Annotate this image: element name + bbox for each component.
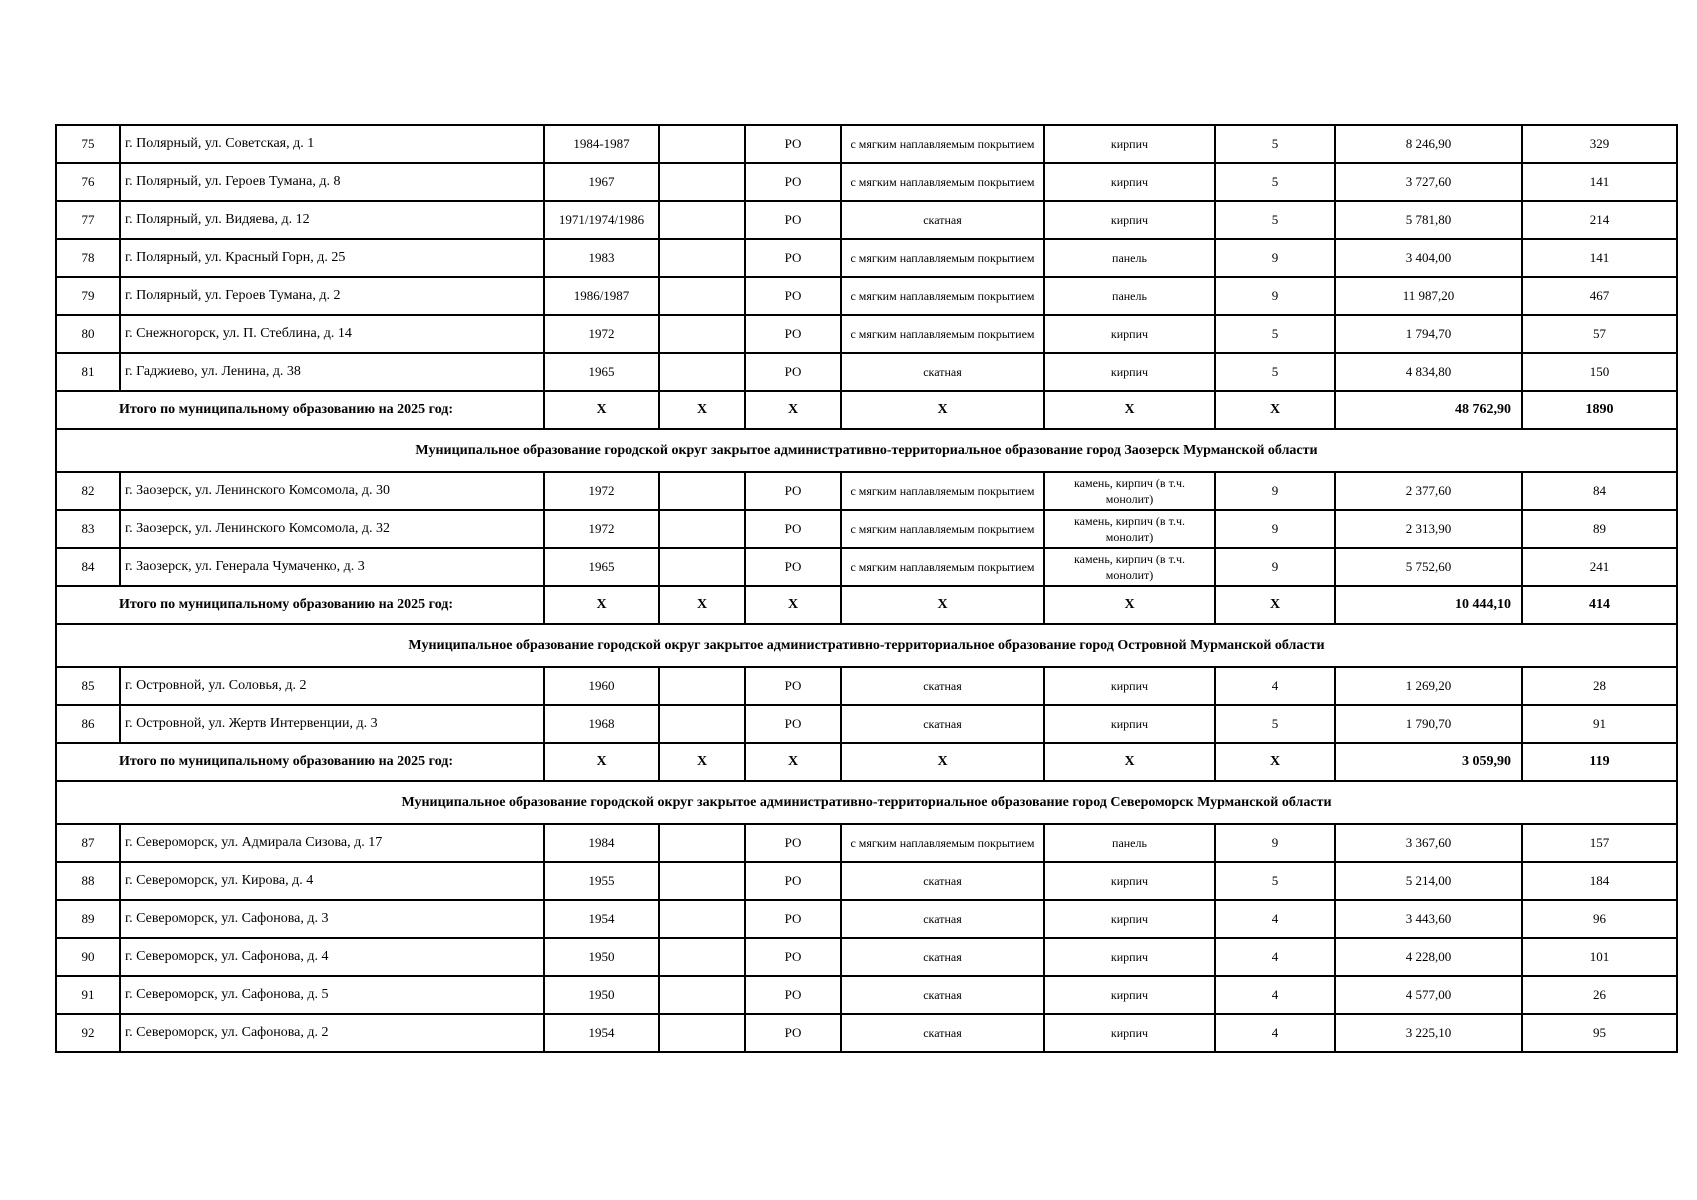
total-area: 10 444,10 bbox=[1335, 586, 1522, 624]
row-residents: 89 bbox=[1522, 510, 1677, 548]
row-floors: 4 bbox=[1215, 1014, 1335, 1052]
section-header-row bbox=[56, 429, 1677, 472]
row-residents: 467 bbox=[1522, 277, 1677, 315]
row-address: г. Североморск, ул. Сафонова, д. 3 bbox=[120, 900, 544, 938]
row-years: 1965 bbox=[544, 353, 659, 391]
row-code: РО bbox=[745, 353, 841, 391]
row-area: 4 834,80 bbox=[1335, 353, 1522, 391]
row-address: г. Заозерск, ул. Ленинского Комсомола, д. 30 bbox=[120, 472, 544, 510]
row-roof: скатная bbox=[841, 938, 1044, 976]
row-address: г. Полярный, ул. Красный Горн, д. 25 bbox=[120, 239, 544, 277]
row-address: г. Заозерск, ул. Ленинского Комсомола, д. 32 bbox=[120, 510, 544, 548]
row-roof: с мягким наплавляемым покрытием bbox=[841, 163, 1044, 201]
section-header: Муниципальное образование городской округ закрытое административно-территориальное образование город Североморск Мурманской области bbox=[56, 781, 1677, 824]
total-x-mark: X bbox=[841, 586, 1044, 624]
row-roof: с мягким наплавляемым покрытием bbox=[841, 548, 1044, 586]
row-address: г. Полярный, ул. Героев Тумана, д. 8 bbox=[120, 163, 544, 201]
row-area: 2 377,60 bbox=[1335, 472, 1522, 510]
row-years: 1965 bbox=[544, 548, 659, 586]
row-floors: 4 bbox=[1215, 938, 1335, 976]
row-address: г. Североморск, ул. Адмирала Сизова, д. 17 bbox=[120, 824, 544, 862]
row-roof: с мягким наплавляемым покрытием bbox=[841, 277, 1044, 315]
row-residents: 91 bbox=[1522, 705, 1677, 743]
row-wall: камень, кирпич (в т.ч. монолит) bbox=[1044, 548, 1215, 586]
row-number: 78 bbox=[56, 239, 120, 277]
row-years: 1972 bbox=[544, 510, 659, 548]
row-number: 84 bbox=[56, 548, 120, 586]
row-number: 75 bbox=[56, 125, 120, 163]
row-area: 2 313,90 bbox=[1335, 510, 1522, 548]
row-blank bbox=[659, 1014, 745, 1052]
row-area: 4 577,00 bbox=[1335, 976, 1522, 1014]
row-blank bbox=[659, 548, 745, 586]
total-residents: 1890 bbox=[1522, 391, 1677, 429]
total-row bbox=[56, 586, 1677, 624]
table-row bbox=[56, 510, 1677, 548]
row-number: 85 bbox=[56, 667, 120, 705]
row-blank bbox=[659, 824, 745, 862]
row-floors: 9 bbox=[1215, 824, 1335, 862]
row-wall: кирпич bbox=[1044, 900, 1215, 938]
row-floors: 9 bbox=[1215, 239, 1335, 277]
row-code: РО bbox=[745, 548, 841, 586]
row-residents: 214 bbox=[1522, 201, 1677, 239]
row-code: РО bbox=[745, 472, 841, 510]
row-years: 1950 bbox=[544, 938, 659, 976]
section-header-row bbox=[56, 781, 1677, 824]
row-code: РО bbox=[745, 125, 841, 163]
table-row bbox=[56, 862, 1677, 900]
row-number: 79 bbox=[56, 277, 120, 315]
row-address: г. Островной, ул. Жертв Интервенции, д. 3 bbox=[120, 705, 544, 743]
row-floors: 4 bbox=[1215, 900, 1335, 938]
row-area: 3 404,00 bbox=[1335, 239, 1522, 277]
row-years: 1968 bbox=[544, 705, 659, 743]
total-row bbox=[56, 391, 1677, 429]
row-floors: 5 bbox=[1215, 862, 1335, 900]
row-blank bbox=[659, 667, 745, 705]
row-residents: 57 bbox=[1522, 315, 1677, 353]
total-x-mark: X bbox=[544, 391, 659, 429]
row-residents: 95 bbox=[1522, 1014, 1677, 1052]
row-number: 83 bbox=[56, 510, 120, 548]
row-code: РО bbox=[745, 163, 841, 201]
row-years: 1986/1987 bbox=[544, 277, 659, 315]
row-code: РО bbox=[745, 277, 841, 315]
table-row bbox=[56, 201, 1677, 239]
table-row bbox=[56, 125, 1677, 163]
table-row bbox=[56, 667, 1677, 705]
table-row bbox=[56, 353, 1677, 391]
row-floors: 9 bbox=[1215, 510, 1335, 548]
row-roof: скатная bbox=[841, 201, 1044, 239]
row-years: 1954 bbox=[544, 900, 659, 938]
total-x-mark: X bbox=[659, 391, 745, 429]
row-area: 1 790,70 bbox=[1335, 705, 1522, 743]
row-area: 3 727,60 bbox=[1335, 163, 1522, 201]
row-number: 80 bbox=[56, 315, 120, 353]
row-roof: скатная bbox=[841, 667, 1044, 705]
row-number: 82 bbox=[56, 472, 120, 510]
total-label: Итого по муниципальному образованию на 2025 год: bbox=[56, 391, 544, 429]
row-floors: 9 bbox=[1215, 548, 1335, 586]
total-x-mark: X bbox=[745, 391, 841, 429]
row-floors: 5 bbox=[1215, 315, 1335, 353]
table-row bbox=[56, 315, 1677, 353]
row-blank bbox=[659, 938, 745, 976]
row-code: РО bbox=[745, 1014, 841, 1052]
row-wall: кирпич bbox=[1044, 667, 1215, 705]
row-code: РО bbox=[745, 315, 841, 353]
housing-table bbox=[55, 124, 1678, 1053]
table-row bbox=[56, 824, 1677, 862]
row-roof: скатная bbox=[841, 976, 1044, 1014]
row-wall: кирпич bbox=[1044, 705, 1215, 743]
row-floors: 5 bbox=[1215, 201, 1335, 239]
row-blank bbox=[659, 353, 745, 391]
row-code: РО bbox=[745, 976, 841, 1014]
row-number: 92 bbox=[56, 1014, 120, 1052]
row-number: 90 bbox=[56, 938, 120, 976]
table-row bbox=[56, 472, 1677, 510]
row-code: РО bbox=[745, 862, 841, 900]
table-row bbox=[56, 900, 1677, 938]
total-x-mark: X bbox=[659, 743, 745, 781]
section-header: Муниципальное образование городской округ закрытое административно-территориальное образование город Заозерск Мурманской области bbox=[56, 429, 1677, 472]
row-wall: панель bbox=[1044, 239, 1215, 277]
row-code: РО bbox=[745, 938, 841, 976]
row-number: 91 bbox=[56, 976, 120, 1014]
row-wall: кирпич bbox=[1044, 201, 1215, 239]
row-wall: кирпич bbox=[1044, 976, 1215, 1014]
row-floors: 5 bbox=[1215, 163, 1335, 201]
row-floors: 5 bbox=[1215, 353, 1335, 391]
row-number: 76 bbox=[56, 163, 120, 201]
row-number: 81 bbox=[56, 353, 120, 391]
total-x-mark: X bbox=[659, 586, 745, 624]
row-wall: кирпич bbox=[1044, 125, 1215, 163]
row-blank bbox=[659, 201, 745, 239]
row-wall: панель bbox=[1044, 824, 1215, 862]
row-floors: 9 bbox=[1215, 277, 1335, 315]
row-years: 1984 bbox=[544, 824, 659, 862]
row-area: 1 794,70 bbox=[1335, 315, 1522, 353]
total-x-mark: X bbox=[1215, 391, 1335, 429]
row-code: РО bbox=[745, 900, 841, 938]
row-roof: с мягким наплавляемым покрытием bbox=[841, 824, 1044, 862]
row-roof: с мягким наплавляемым покрытием bbox=[841, 472, 1044, 510]
row-address: г. Североморск, ул. Кирова, д. 4 bbox=[120, 862, 544, 900]
total-x-mark: X bbox=[544, 586, 659, 624]
row-blank bbox=[659, 900, 745, 938]
row-blank bbox=[659, 705, 745, 743]
row-residents: 329 bbox=[1522, 125, 1677, 163]
table-row bbox=[56, 163, 1677, 201]
row-wall: панель bbox=[1044, 277, 1215, 315]
row-area: 1 269,20 bbox=[1335, 667, 1522, 705]
row-years: 1954 bbox=[544, 1014, 659, 1052]
row-years: 1971/1974/1986 bbox=[544, 201, 659, 239]
table-row bbox=[56, 277, 1677, 315]
row-floors: 4 bbox=[1215, 976, 1335, 1014]
row-residents: 241 bbox=[1522, 548, 1677, 586]
row-years: 1983 bbox=[544, 239, 659, 277]
row-address: г. Снежногорск, ул. П. Стеблина, д. 14 bbox=[120, 315, 544, 353]
row-code: РО bbox=[745, 824, 841, 862]
total-x-mark: X bbox=[745, 586, 841, 624]
row-code: РО bbox=[745, 667, 841, 705]
row-number: 88 bbox=[56, 862, 120, 900]
total-x-mark: X bbox=[841, 743, 1044, 781]
row-address: г. Островной, ул. Соловья, д. 2 bbox=[120, 667, 544, 705]
table-row bbox=[56, 239, 1677, 277]
row-blank bbox=[659, 239, 745, 277]
row-number: 89 bbox=[56, 900, 120, 938]
row-blank bbox=[659, 862, 745, 900]
row-residents: 101 bbox=[1522, 938, 1677, 976]
row-area: 8 246,90 bbox=[1335, 125, 1522, 163]
total-label: Итого по муниципальному образованию на 2025 год: bbox=[56, 743, 544, 781]
row-blank bbox=[659, 976, 745, 1014]
total-row bbox=[56, 743, 1677, 781]
row-wall: кирпич bbox=[1044, 862, 1215, 900]
row-code: РО bbox=[745, 201, 841, 239]
row-roof: с мягким наплавляемым покрытием bbox=[841, 315, 1044, 353]
row-blank bbox=[659, 315, 745, 353]
row-roof: с мягким наплавляемым покрытием bbox=[841, 125, 1044, 163]
row-number: 87 bbox=[56, 824, 120, 862]
row-wall: камень, кирпич (в т.ч. монолит) bbox=[1044, 510, 1215, 548]
row-address: г. Полярный, ул. Советская, д. 1 bbox=[120, 125, 544, 163]
row-floors: 4 bbox=[1215, 667, 1335, 705]
row-wall: кирпич bbox=[1044, 1014, 1215, 1052]
row-area: 3 367,60 bbox=[1335, 824, 1522, 862]
total-x-mark: X bbox=[1044, 586, 1215, 624]
section-header: Муниципальное образование городской округ закрытое административно-территориальное образование город Островной Мурманской области bbox=[56, 624, 1677, 667]
row-wall: кирпич bbox=[1044, 353, 1215, 391]
row-blank bbox=[659, 163, 745, 201]
row-area: 5 214,00 bbox=[1335, 862, 1522, 900]
table-row bbox=[56, 976, 1677, 1014]
row-number: 86 bbox=[56, 705, 120, 743]
row-years: 1960 bbox=[544, 667, 659, 705]
row-roof: с мягким наплавляемым покрытием bbox=[841, 510, 1044, 548]
total-label: Итого по муниципальному образованию на 2025 год: bbox=[56, 586, 544, 624]
row-floors: 5 bbox=[1215, 705, 1335, 743]
row-roof: с мягким наплавляемым покрытием bbox=[841, 239, 1044, 277]
row-years: 1955 bbox=[544, 862, 659, 900]
row-wall: камень, кирпич (в т.ч. монолит) bbox=[1044, 472, 1215, 510]
row-address: г. Североморск, ул. Сафонова, д. 4 bbox=[120, 938, 544, 976]
row-residents: 184 bbox=[1522, 862, 1677, 900]
row-area: 5 752,60 bbox=[1335, 548, 1522, 586]
table-row bbox=[56, 1014, 1677, 1052]
total-x-mark: X bbox=[544, 743, 659, 781]
row-code: РО bbox=[745, 510, 841, 548]
row-floors: 9 bbox=[1215, 472, 1335, 510]
section-header-row bbox=[56, 624, 1677, 667]
total-residents: 119 bbox=[1522, 743, 1677, 781]
row-residents: 150 bbox=[1522, 353, 1677, 391]
row-roof: скатная bbox=[841, 900, 1044, 938]
row-years: 1967 bbox=[544, 163, 659, 201]
row-address: г. Североморск, ул. Сафонова, д. 5 bbox=[120, 976, 544, 1014]
total-residents: 414 bbox=[1522, 586, 1677, 624]
row-years: 1972 bbox=[544, 472, 659, 510]
row-wall: кирпич bbox=[1044, 163, 1215, 201]
row-area: 3 225,10 bbox=[1335, 1014, 1522, 1052]
total-x-mark: X bbox=[1044, 743, 1215, 781]
total-x-mark: X bbox=[1215, 586, 1335, 624]
row-residents: 141 bbox=[1522, 239, 1677, 277]
row-address: г. Гаджиево, ул. Ленина, д. 38 bbox=[120, 353, 544, 391]
row-floors: 5 bbox=[1215, 125, 1335, 163]
row-code: РО bbox=[745, 705, 841, 743]
row-number: 77 bbox=[56, 201, 120, 239]
row-blank bbox=[659, 472, 745, 510]
row-years: 1972 bbox=[544, 315, 659, 353]
total-x-mark: X bbox=[841, 391, 1044, 429]
row-address: г. Заозерск, ул. Генерала Чумаченко, д. 3 bbox=[120, 548, 544, 586]
row-wall: кирпич bbox=[1044, 315, 1215, 353]
row-wall: кирпич bbox=[1044, 938, 1215, 976]
row-residents: 96 bbox=[1522, 900, 1677, 938]
row-residents: 28 bbox=[1522, 667, 1677, 705]
row-address: г. Полярный, ул. Видяева, д. 12 bbox=[120, 201, 544, 239]
row-blank bbox=[659, 125, 745, 163]
row-code: РО bbox=[745, 239, 841, 277]
table-row bbox=[56, 938, 1677, 976]
row-area: 5 781,80 bbox=[1335, 201, 1522, 239]
table-row bbox=[56, 705, 1677, 743]
total-x-mark: X bbox=[1215, 743, 1335, 781]
table-row bbox=[56, 548, 1677, 586]
row-residents: 84 bbox=[1522, 472, 1677, 510]
row-blank bbox=[659, 277, 745, 315]
row-residents: 157 bbox=[1522, 824, 1677, 862]
total-area: 48 762,90 bbox=[1335, 391, 1522, 429]
row-roof: скатная bbox=[841, 862, 1044, 900]
total-x-mark: X bbox=[745, 743, 841, 781]
row-area: 4 228,00 bbox=[1335, 938, 1522, 976]
row-area: 3 443,60 bbox=[1335, 900, 1522, 938]
total-x-mark: X bbox=[1044, 391, 1215, 429]
row-years: 1950 bbox=[544, 976, 659, 1014]
total-area: 3 059,90 bbox=[1335, 743, 1522, 781]
row-residents: 141 bbox=[1522, 163, 1677, 201]
row-roof: скатная bbox=[841, 705, 1044, 743]
row-years: 1984-1987 bbox=[544, 125, 659, 163]
row-address: г. Полярный, ул. Героев Тумана, д. 2 bbox=[120, 277, 544, 315]
row-area: 11 987,20 bbox=[1335, 277, 1522, 315]
row-roof: скатная bbox=[841, 353, 1044, 391]
row-address: г. Североморск, ул. Сафонова, д. 2 bbox=[120, 1014, 544, 1052]
row-blank bbox=[659, 510, 745, 548]
row-residents: 26 bbox=[1522, 976, 1677, 1014]
row-roof: скатная bbox=[841, 1014, 1044, 1052]
